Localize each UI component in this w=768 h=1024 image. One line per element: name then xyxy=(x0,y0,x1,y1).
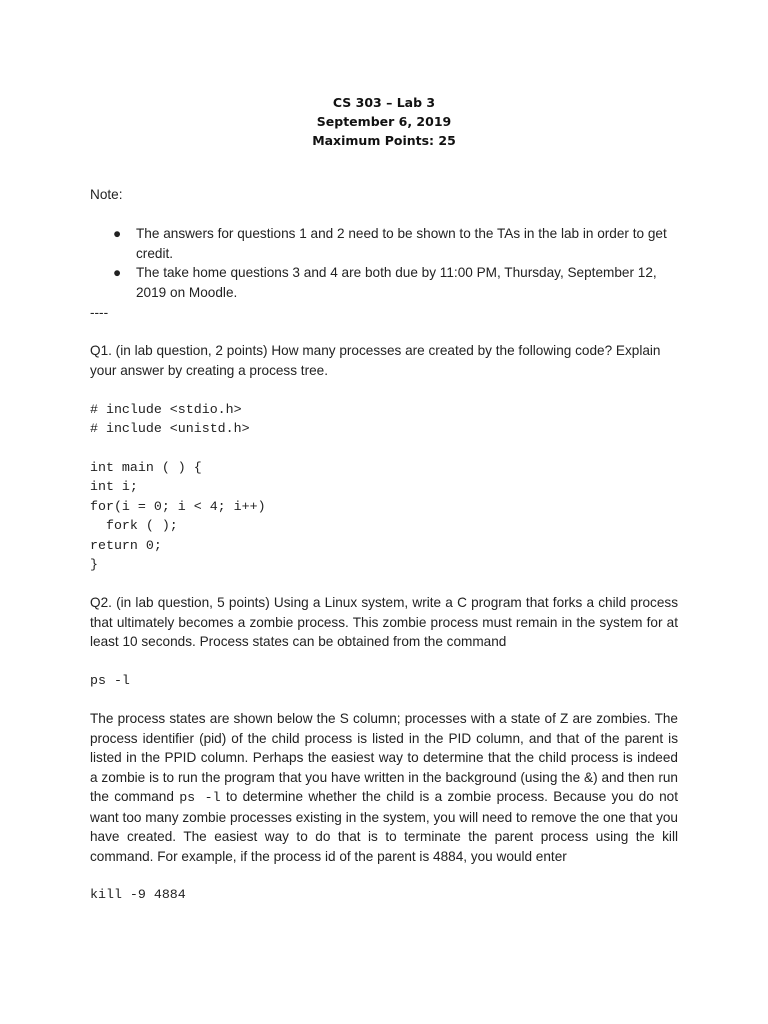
inline-ps-command: ps -l xyxy=(179,790,221,805)
note-label: Note: xyxy=(90,187,123,202)
code-includes: # include <stdio.h> # include <unistd.h> xyxy=(90,402,250,437)
document-header xyxy=(0,93,768,150)
bullet-dot-icon: ● xyxy=(113,265,122,280)
process-states-paragraph xyxy=(90,709,678,866)
kill-command: kill -9 4884 xyxy=(90,887,186,902)
code-main: int main ( ) { int i; for(i = 0; i < 4; i++) fork ( ); return 0; } xyxy=(90,460,266,573)
question-2-text: Q2. (in lab question, 5 points) Using a Linux system, write a C program that forks a child process that ultimately becomes a zombie process. This zombie process must remain in the system for at least 10 seconds. Process states can be obtained from the command xyxy=(90,595,678,649)
paragraph-part-after: to determine whether the child is a zombie process. Because you do not want too many zombie processes existing in the system, you will need to remove the one that you have created. The easiest way to do that is to terminate the parent process using the kill command. For example, if the process id of the parent is 4884, you would enter xyxy=(90,789,679,864)
max-points: Maximum Points: 25 xyxy=(312,133,456,148)
note-bullet-text: The take home questions 3 and 4 are both due by 11:00 PM, Thursday, September 12, 2019 on Moodle. xyxy=(136,265,657,300)
ps-command: ps -l xyxy=(90,673,130,688)
separator-line: ---- xyxy=(90,305,109,320)
lab-title: CS 303 – Lab 3 xyxy=(332,95,436,110)
note-bullet-item xyxy=(113,263,678,302)
note-bullet-text: The answers for questions 1 and 2 need to be shown to the TAs in the lab in order to get credit. xyxy=(136,226,667,261)
note-bullet-item xyxy=(113,224,678,263)
question-1-text: Q1. (in lab question, 2 points) How many processes are created by the following code? Explain your answer by creating a process tree. xyxy=(90,343,661,378)
paragraph-part-before: The process states are shown below the S column; processes with a state of Z are zombies. The process identifier (pid) of the child process is listed in the PID column, and that of the parent is listed in the PPID column. Perhaps the easiest way to determine that the child process is indeed a zombie is to run the program that you have written in the background (using the &) and then run the command xyxy=(90,711,678,804)
lab-date: September 6, 2019 xyxy=(316,114,452,129)
bullet-dot-icon: ● xyxy=(113,226,122,241)
note-bullet-list xyxy=(113,224,678,302)
